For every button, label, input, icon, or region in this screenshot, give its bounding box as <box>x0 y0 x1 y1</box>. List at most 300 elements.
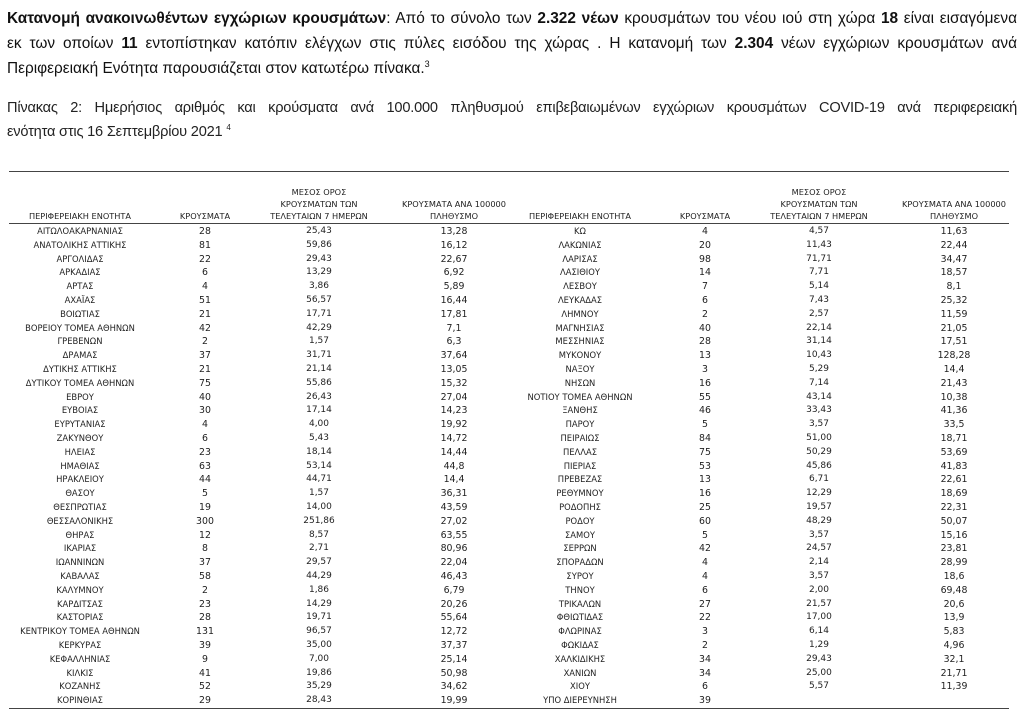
cell-7day-average: 51,00 <box>806 432 832 443</box>
cell-per-100k: 22,67 <box>440 253 468 265</box>
table-row <box>509 694 1009 708</box>
table-rows-right <box>509 225 1009 708</box>
cell-7day-average: 10,43 <box>806 350 832 361</box>
cell-7day-average: 48,29 <box>806 515 832 526</box>
table-row <box>9 225 509 239</box>
cell-region: ΚΟΖΑΝΗΣ <box>59 681 101 692</box>
cell-cases: 53 <box>699 460 711 472</box>
header-text: ΚΡΟΥΣΜΑΤΑ ΑΝΑ 100000 <box>402 199 506 209</box>
header-text: ΠΛΗΘΥΣΜΟ <box>429 211 479 221</box>
header-7day-average <box>264 186 374 222</box>
cell-per-100k: 63,55 <box>440 529 468 541</box>
table-row <box>509 280 1009 294</box>
table-row <box>509 639 1009 653</box>
cell-region: ΜΥΚΟΝΟΥ <box>558 350 602 361</box>
cell-cases: 39 <box>699 695 711 707</box>
cell-region: ΗΛΕΙΑΣ <box>64 446 96 457</box>
cell-cases: 22 <box>699 612 711 624</box>
cell-cases: 75 <box>199 377 211 389</box>
cell-per-100k: 14,44 <box>440 446 468 458</box>
cell-7day-average: 28,43 <box>306 695 332 706</box>
table-row <box>509 266 1009 280</box>
cell-region: ΔΥΤΙΚΗΣ ΑΤΤΙΚΗΣ <box>43 363 117 374</box>
cell-cases: 28 <box>199 612 211 624</box>
cell-7day-average: 50,29 <box>806 446 832 457</box>
cell-region: ΘΗΡΑΣ <box>65 529 95 540</box>
cell-region: ΗΜΑΘΙΑΣ <box>60 460 100 471</box>
cell-7day-average: 1,57 <box>308 336 330 347</box>
cell-per-100k: 44,8 <box>443 460 465 472</box>
cell-region: ΑΡΓΟΛΙΔΑΣ <box>56 253 104 264</box>
cell-7day-average: 43,14 <box>806 391 832 402</box>
cell-per-100k: 16,12 <box>440 239 468 251</box>
table-row <box>509 667 1009 681</box>
cell-region: ΣΠΟΡΑΔΩΝ <box>556 557 604 568</box>
table-row <box>9 253 509 267</box>
cell-7day-average: 44,71 <box>306 474 332 485</box>
cell-per-100k: 6,79 <box>443 584 465 596</box>
cell-per-100k: 25,14 <box>440 653 468 665</box>
cell-region: ΖΑΚΥΝΘΟΥ <box>56 432 104 443</box>
cell-per-100k: 13,9 <box>943 612 965 624</box>
cell-region: ΕΥΡΥΤΑΝΙΑΣ <box>54 419 106 430</box>
cell-region: ΕΥΒΟΙΑΣ <box>61 405 99 416</box>
cell-per-100k: 4,96 <box>943 639 965 651</box>
cell-per-100k: 128,28 <box>937 350 971 362</box>
cell-per-100k: 55,64 <box>440 612 468 624</box>
cell-per-100k: 17,81 <box>440 308 468 320</box>
cell-7day-average: 55,86 <box>306 377 332 388</box>
table-row <box>9 377 509 391</box>
cell-region: ΘΑΣΟΥ <box>65 488 95 499</box>
cell-cases: 300 <box>196 515 214 527</box>
cell-region: ΠΑΡΟΥ <box>565 419 595 430</box>
cell-cases: 98 <box>699 253 711 265</box>
cell-cases: 46 <box>699 405 711 417</box>
cell-7day-average: 25,43 <box>306 226 332 236</box>
cell-region: ΝΟΤΙΟΥ ΤΟΜΕΑ ΑΘΗΝΩΝ <box>527 391 633 402</box>
cell-7day-average: 71,71 <box>806 253 832 264</box>
cell-per-100k: 41,36 <box>940 405 968 417</box>
cell-cases: 55 <box>699 391 711 403</box>
cell-region: ΙΩΑΝΝΙΝΩΝ <box>55 557 105 568</box>
table-right-half <box>509 171 1009 709</box>
cell-7day-average: 4,00 <box>308 419 330 430</box>
cell-region: ΑΡΤΑΣ <box>66 281 94 292</box>
cell-7day-average: 1,86 <box>308 584 330 595</box>
cell-cases: 22 <box>199 253 211 265</box>
table-row <box>9 460 509 474</box>
header-7day-average <box>764 186 874 222</box>
table-row <box>9 515 509 529</box>
cell-cases: 2 <box>202 336 208 348</box>
cell-7day-average: 2,71 <box>308 543 330 554</box>
table-row <box>509 446 1009 460</box>
footnote-ref: 3 <box>424 58 430 69</box>
cell-region: ΚΩ <box>574 226 586 236</box>
cell-per-100k: 14,4 <box>943 363 965 375</box>
intro-line-3 <box>7 56 1017 81</box>
cell-cases: 14 <box>699 267 711 279</box>
cell-per-100k: 11,63 <box>940 226 968 237</box>
cell-7day-average: 3,57 <box>808 529 830 540</box>
cell-7day-average: 3,86 <box>308 281 330 292</box>
cell-region: ΧΑΝΙΩΝ <box>563 667 597 678</box>
table-left-half <box>9 171 509 709</box>
table-row <box>9 639 509 653</box>
cell-cases: 2 <box>202 584 208 596</box>
cell-per-100k: 33,5 <box>943 419 965 431</box>
cell-region: ΑΧΑΪΑΣ <box>64 294 96 305</box>
table-row <box>509 501 1009 515</box>
cell-cases: 19 <box>199 501 211 513</box>
cell-per-100k: 17,51 <box>940 336 968 348</box>
cell-cases: 44 <box>199 474 211 486</box>
cell-region: ΧΙΟΥ <box>570 681 590 692</box>
table-row <box>9 335 509 349</box>
cell-region: ΡΟΔΟΥ <box>565 515 595 526</box>
cell-7day-average: 56,57 <box>306 294 332 305</box>
cell-7day-average: 7,43 <box>808 294 830 305</box>
table-row <box>509 377 1009 391</box>
cell-cases: 13 <box>699 474 711 486</box>
cell-cases: 131 <box>196 626 214 638</box>
cell-per-100k: 5,89 <box>443 281 465 293</box>
cell-cases: 4 <box>702 557 708 569</box>
cell-7day-average: 31,14 <box>806 336 832 347</box>
cell-per-100k: 22,04 <box>440 557 468 569</box>
table-row <box>9 611 509 625</box>
table-row <box>509 239 1009 253</box>
cell-per-100k: 6,92 <box>443 267 465 279</box>
cell-cases: 30 <box>199 405 211 417</box>
cell-cases: 60 <box>699 515 711 527</box>
cell-per-100k: 18,69 <box>940 488 968 500</box>
cell-cases: 63 <box>199 460 211 472</box>
table-row <box>509 322 1009 336</box>
table-row <box>9 598 509 612</box>
table-rows-left <box>9 225 509 708</box>
cell-per-100k: 50,98 <box>440 667 468 679</box>
cell-cases: 3 <box>702 363 708 375</box>
cell-cases: 51 <box>199 294 211 306</box>
intro-text: εκ των οποίων <box>7 35 122 52</box>
table-row <box>509 529 1009 543</box>
table-row <box>9 542 509 556</box>
table-row <box>9 363 509 377</box>
caption-line-1: Πίνακας 2: Ημερήσιος αριθμός και κρούσματα ανά 100.000 πληθυσμού επιβεβαιωμένων εγχώριων κρουσμάτων COVID-19 ανά περιφερειακή <box>7 100 1017 116</box>
table-row <box>9 280 509 294</box>
cell-per-100k: 46,43 <box>440 570 468 582</box>
table-row <box>509 418 1009 432</box>
regional-cases-table <box>9 171 1009 709</box>
cell-cases: 6 <box>202 267 208 279</box>
cell-per-100k: 27,04 <box>440 391 468 403</box>
cell-cases: 37 <box>199 557 211 569</box>
intro-text: : Από το σύνολο των <box>386 10 538 27</box>
header-text: ΜΕΣΟΣ ΟΡΟΣ <box>791 187 847 197</box>
cell-per-100k: 36,31 <box>440 488 468 500</box>
cell-7day-average: 3,57 <box>808 419 830 430</box>
cell-7day-average: 29,43 <box>806 653 832 664</box>
cell-cases: 21 <box>199 363 211 375</box>
cell-cases: 4 <box>202 281 208 293</box>
caption-text: ενότητα στις 16 Σεπτεμβρίου 2021 <box>7 124 227 140</box>
cell-per-100k: 19,99 <box>440 695 468 707</box>
cell-7day-average: 35,29 <box>306 681 332 692</box>
cell-region: ΦΩΚΙΔΑΣ <box>561 639 599 650</box>
cell-per-100k: 8,1 <box>946 281 962 293</box>
cell-cases: 3 <box>702 626 708 638</box>
table-row <box>9 294 509 308</box>
table-row <box>9 239 509 253</box>
cell-cases: 29 <box>199 695 211 707</box>
cell-7day-average: 6,71 <box>808 474 830 485</box>
cell-cases: 37 <box>199 350 211 362</box>
table-row <box>509 487 1009 501</box>
cell-7day-average: 45,86 <box>806 460 832 471</box>
table-row <box>509 570 1009 584</box>
cell-7day-average: 17,71 <box>306 308 332 319</box>
cell-per-100k: 19,92 <box>440 419 468 431</box>
table-row <box>509 625 1009 639</box>
cell-per-100k: 27,02 <box>440 515 468 527</box>
cell-per-100k: 10,38 <box>940 391 968 403</box>
cell-region: ΧΑΛΚΙΔΙΚΗΣ <box>554 653 606 664</box>
cell-cases: 16 <box>699 377 711 389</box>
cell-cases: 28 <box>699 336 711 348</box>
cell-per-100k: 6,3 <box>446 336 462 348</box>
cell-7day-average: 31,71 <box>306 350 332 361</box>
cell-per-100k: 13,05 <box>440 363 468 375</box>
cell-region: ΛΗΜΝΟΥ <box>561 308 599 319</box>
cell-region: ΠΕΙΡΑΙΩΣ <box>560 432 600 443</box>
cell-7day-average: 1,57 <box>308 488 330 499</box>
cell-region: ΣΕΡΡΩΝ <box>563 543 597 554</box>
cell-cases: 6 <box>702 584 708 596</box>
cell-region: ΙΚΑΡΙΑΣ <box>63 543 97 554</box>
cell-7day-average: 14,29 <box>306 598 332 609</box>
header-text: ΜΕΣΟΣ ΟΡΟΣ <box>291 187 347 197</box>
cell-per-100k: 14,72 <box>440 432 468 444</box>
cell-region: ΠΙΕΡΙΑΣ <box>563 460 597 471</box>
cell-cases: 39 <box>199 639 211 651</box>
intro-line-2 <box>7 31 1017 56</box>
cell-region: ΒΟΙΩΤΙΑΣ <box>60 308 100 319</box>
cell-region: ΠΡΕΒΕΖΑΣ <box>557 474 603 485</box>
table-caption <box>7 96 1017 144</box>
cell-per-100k: 14,4 <box>443 474 465 486</box>
cell-7day-average: 19,57 <box>806 501 832 512</box>
cell-cases: 9 <box>202 653 208 665</box>
cell-per-100k: 32,1 <box>943 653 965 665</box>
cell-region: ΛΕΣΒΟΥ <box>563 281 597 292</box>
cell-7day-average: 24,57 <box>806 543 832 554</box>
cell-region: ΦΛΩΡΙΝΑΣ <box>558 626 602 637</box>
cell-per-100k: 12,72 <box>440 626 468 638</box>
cell-7day-average: 7,14 <box>808 377 830 388</box>
cell-per-100k: 37,37 <box>440 639 468 651</box>
table-row <box>509 653 1009 667</box>
intro-text: κρουσμάτων του νέου ιού στη χώρα <box>618 10 881 27</box>
cell-region: ΤΗΝΟΥ <box>565 584 595 595</box>
table-row <box>9 529 509 543</box>
cell-per-100k: 22,31 <box>940 501 968 513</box>
cell-per-100k: 15,16 <box>940 529 968 541</box>
cell-per-100k: 15,32 <box>440 377 468 389</box>
intro-text: νέων εγχώριων κρουσμάτων ανά <box>773 35 1017 52</box>
table-row <box>9 653 509 667</box>
header-text: ΤΕΛΕΥΤΑΙΩΝ 7 ΗΜΕΡΩΝ <box>270 211 368 221</box>
cell-cases: 42 <box>199 322 211 334</box>
intro-paragraph <box>7 6 1017 81</box>
cell-region: ΑΡΚΑΔΙΑΣ <box>59 267 101 278</box>
cell-per-100k: 20,26 <box>440 598 468 610</box>
cell-region: ΛΕΥΚΑΔΑΣ <box>557 294 603 305</box>
cell-7day-average: 5,14 <box>808 281 830 292</box>
header-region: ΠΕΡΙΦΕΡΕΙΑΚΗ ΕΝΟΤΗΤΑ <box>528 211 632 221</box>
cell-cases: 4 <box>702 226 708 237</box>
cell-7day-average: 29,57 <box>306 557 332 568</box>
cell-per-100k: 25,32 <box>940 294 968 306</box>
header-cases: ΚΡΟΥΣΜΑΤΑ <box>179 211 231 221</box>
cell-cases: 5 <box>202 488 208 500</box>
cell-7day-average: 21,57 <box>806 598 832 609</box>
cell-7day-average: 42,29 <box>306 322 332 333</box>
intro-gate-cases: 11 <box>121 35 138 52</box>
cell-region: ΒΟΡΕΙΟΥ ΤΟΜΕΑ ΑΘΗΝΩΝ <box>25 322 135 333</box>
cell-region: ΑΝΑΤΟΛΙΚΗΣ ΑΤΤΙΚΗΣ <box>33 239 127 250</box>
header-text: ΠΛΗΘΥΣΜΟ <box>929 211 979 221</box>
cell-per-100k: 21,71 <box>940 667 968 679</box>
cell-cases: 6 <box>702 681 708 693</box>
cell-region: ΚΑΣΤΟΡΙΑΣ <box>56 612 104 623</box>
cell-per-100k: 5,83 <box>943 626 965 638</box>
cell-region: ΜΕΣΣΗΝΙΑΣ <box>555 336 605 347</box>
cell-7day-average: 12,29 <box>806 488 832 499</box>
cell-7day-average: 4,57 <box>808 226 830 236</box>
cell-region: ΦΘΙΩΤΙΔΑΣ <box>556 612 604 623</box>
table-row <box>509 225 1009 239</box>
cell-cases: 16 <box>699 488 711 500</box>
header-region: ΠΕΡΙΦΕΡΕΙΑΚΗ ΕΝΟΤΗΤΑ <box>28 211 132 221</box>
cell-region: ΣΥΡΟΥ <box>566 570 594 581</box>
cell-7day-average: 19,71 <box>306 612 332 623</box>
cell-per-100k: 41,83 <box>940 460 968 472</box>
cell-region: ΛΑΡΙΣΑΣ <box>562 253 598 264</box>
cell-cases: 2 <box>702 308 708 320</box>
table-row <box>9 625 509 639</box>
cell-cases: 23 <box>199 446 211 458</box>
cell-cases: 13 <box>699 350 711 362</box>
cell-per-100k: 69,48 <box>940 584 968 596</box>
header-text: ΚΡΟΥΣΜΑΤΩΝ ΤΩΝ <box>780 199 858 209</box>
cell-region: ΑΙΤΩΛΟΑΚΑΡΝΑΝΙΑΣ <box>37 226 123 236</box>
cell-cases: 6 <box>202 432 208 444</box>
cell-cases: 52 <box>199 681 211 693</box>
table-row <box>509 363 1009 377</box>
cell-7day-average: 13,29 <box>306 267 332 278</box>
cell-region: ΚΕΝΤΡΙΚΟΥ ΤΟΜΕΑ ΑΘΗΝΩΝ <box>20 626 140 637</box>
cell-7day-average: 96,57 <box>306 626 332 637</box>
cell-region: ΚΕΦΑΛΛΗΝΙΑΣ <box>49 653 111 664</box>
table-row <box>509 598 1009 612</box>
cell-7day-average: 25,00 <box>806 667 832 678</box>
table-row <box>9 667 509 681</box>
cell-per-100k: 16,44 <box>440 294 468 306</box>
table-row <box>9 473 509 487</box>
cell-per-100k: 43,59 <box>440 501 468 513</box>
cell-7day-average: 2,00 <box>808 584 830 595</box>
header-text: ΚΡΟΥΣΜΑΤΩΝ ΤΩΝ <box>280 199 358 209</box>
cell-region: ΚΕΡΚΥΡΑΣ <box>58 639 102 650</box>
cell-cases: 12 <box>199 529 211 541</box>
cell-cases: 2 <box>702 639 708 651</box>
intro-bold-lead: Κατανομή ανακοινωθέντων εγχώριων κρουσμάτων <box>7 10 387 27</box>
cell-per-100k: 34,62 <box>440 681 468 693</box>
cell-7day-average: 2,57 <box>808 308 830 319</box>
cell-region: ΕΒΡΟΥ <box>66 391 94 402</box>
table-row <box>509 349 1009 363</box>
cell-per-100k: 18,6 <box>943 570 965 582</box>
table-row <box>509 404 1009 418</box>
table-row <box>9 266 509 280</box>
cell-cases: 27 <box>699 598 711 610</box>
table-row <box>9 308 509 322</box>
table-row <box>9 404 509 418</box>
header-cases: ΚΡΟΥΣΜΑΤΑ <box>679 211 731 221</box>
header-text: ΚΡΟΥΣΜΑΤΑ ΑΝΑ 100000 <box>902 199 1006 209</box>
table-row <box>509 308 1009 322</box>
cell-7day-average: 8,57 <box>308 529 330 540</box>
cell-7day-average: 5,29 <box>808 363 830 374</box>
cell-region: ΣΑΜΟΥ <box>565 529 595 540</box>
cell-7day-average: 5,43 <box>308 432 330 443</box>
table-row <box>509 473 1009 487</box>
table-row <box>509 556 1009 570</box>
table-row <box>9 432 509 446</box>
cell-7day-average: 21,14 <box>306 363 332 374</box>
cell-region: ΘΕΣΣΑΛΟΝΙΚΗΣ <box>46 515 114 526</box>
cell-per-100k: 20,6 <box>943 598 965 610</box>
table-row <box>509 391 1009 405</box>
cell-cases: 21 <box>199 308 211 320</box>
cell-7day-average: 2,14 <box>808 557 830 568</box>
intro-text: είναι εισαγόμενα <box>898 10 1017 27</box>
table-row <box>509 432 1009 446</box>
cell-region: ΘΕΣΠΡΩΤΙΑΣ <box>53 501 107 512</box>
cell-per-100k: 18,71 <box>940 432 968 444</box>
cell-per-100k: 21,43 <box>940 377 968 389</box>
cell-cases: 4 <box>702 570 708 582</box>
cell-7day-average: 18,14 <box>306 446 332 457</box>
table-row <box>9 584 509 598</box>
cell-cases: 23 <box>199 598 211 610</box>
cell-7day-average: 44,29 <box>306 570 332 581</box>
cell-region: ΝΑΞΟΥ <box>565 363 595 374</box>
cell-region: ΝΗΣΩΝ <box>564 377 596 388</box>
cell-per-100k: 28,99 <box>940 557 968 569</box>
cell-7day-average: 17,14 <box>306 405 332 416</box>
table-row <box>9 446 509 460</box>
table-row <box>509 253 1009 267</box>
cell-7day-average: 7,00 <box>308 653 330 664</box>
cell-cases: 84 <box>699 432 711 444</box>
cell-cases: 6 <box>702 294 708 306</box>
cell-region: ΚΟΡΙΝΘΙΑΣ <box>57 695 103 706</box>
cell-region: ΜΑΓΝΗΣΙΑΣ <box>555 322 605 333</box>
cell-per-100k: 14,23 <box>440 405 468 417</box>
